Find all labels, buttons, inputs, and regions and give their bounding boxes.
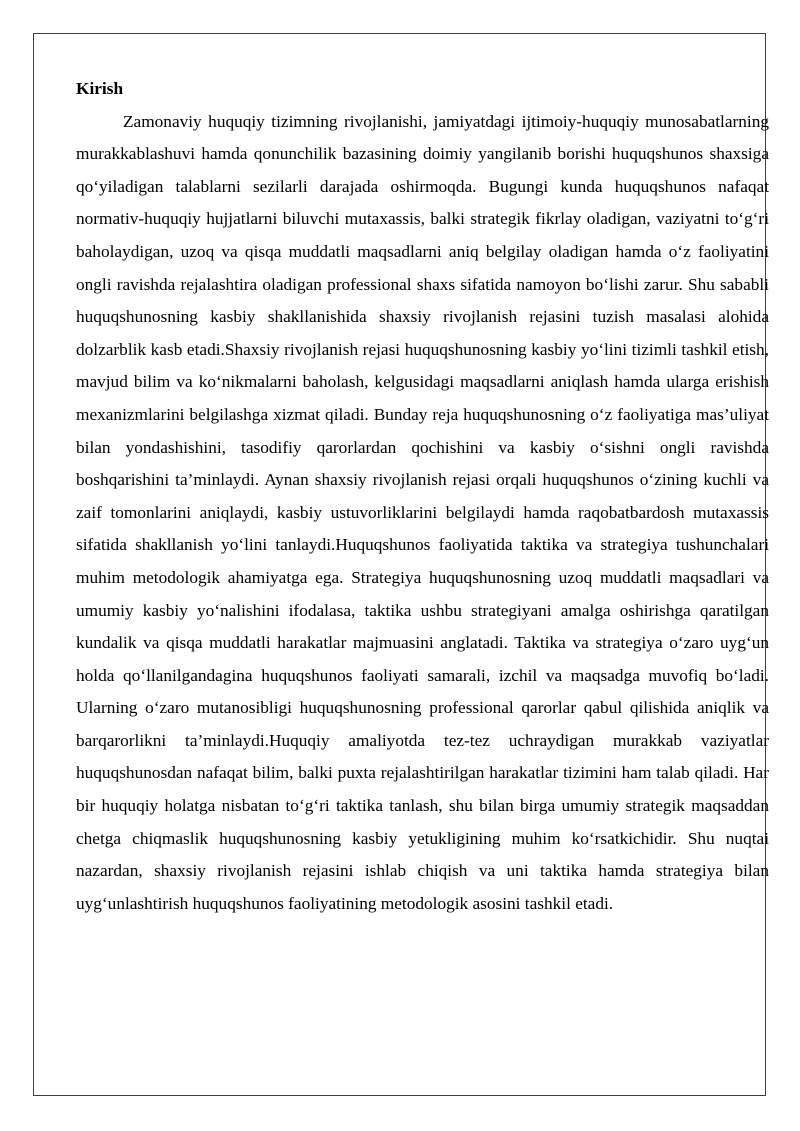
document-body — [76, 73, 769, 920]
section-heading: Kirish — [76, 79, 124, 98]
body-paragraph: Zamonaviy huquqiy tizimning rivojlanishi, jamiyatdagi ijtimoiy-huquqiy munosabatlarning murakkablashuvi hamda qonunchilik bazasining doimiy yangilanib borishi huquqshunos shaxsiga qo‘yiladigan talablarni sezilarli darajada oshirmoqda. Bugungi kunda huquqshunos nafaqat normativ-huquqiy hujjatlarni biluvchi mutaxassis, balki strategik fikrlay oladigan, vaziyatni to‘g‘ri baholaydigan, uzoq va qisqa muddatli maqsadlarni aniq belgilay oladigan hamda o‘z faoliyatini ongli ravishda rejalashtira oladigan professional shaxs sifatida namoyon bo‘lishi zarur. Shu sababli huquqshunosning kasbiy shakllanishida shaxsiy rivojlanish rejasini tuzish masalasi alohida dolzarblik kasb etadi.Shaxsiy rivojlanish rejasi huquqshunosning kasbiy yo‘lini tizimli tashkil etish, mavjud bilim va ko‘nikmalarni baholash, kelgusidagi maqsadlarni aniqlash hamda ularga erishish mexanizmlarini belgilashga xizmat qiladi. Bunday reja huquqshunosning o‘z faoliyatiga mas’uliyat bilan yondashishini, tasodifiy qarorlardan qochishini va kasbiy o‘sishni ongli ravishda boshqarishini ta’minlaydi. Aynan shaxsiy rivojlanish rejasi orqali huquqshunos o‘zining kuchli va zaif tomonlarini aniqlaydi, kasbiy ustuvorliklarini belgilaydi hamda raqobatbardosh mutaxassis sifatida shakllanish yo‘lini tanlaydi.Huquqshunos faoliyatida taktika va strategiya tushunchalari muhim metodologik ahamiyatga ega. Strategiya huquqshunosning uzoq muddatli maqsadlari va umumiy kasbiy yo‘nalishini ifodalasa, taktika ushbu strategiyani amalga oshirishga qaratilgan kundalik va qisqa muddatli harakatlar majmuasini anglatadi. Taktika va strategiya o‘zaro uyg‘un holda qo‘llanilgandagina huquqshunos faoliyati samarali, izchil va maqsadga muvofiq bo‘ladi. Ularning o‘zaro mutanosibligi huquqshunosning professional qarorlar qabul qilishida aniqlik va barqarorlikni ta’minlaydi.Huquqiy amaliyotda tez-tez uchraydigan murakkab vaziyatlar huquqshunosdan nafaqat bilim, balki puxta rejalashtirilgan harakatlar tizimini ham talab qiladi. Har bir huquqiy holatga nisbatan to‘g‘ri taktika tanlash, shu bilan birga umumiy strategik maqsaddan chetga chiqmaslik huquqshunosning kasbiy yetukligining muhim ko‘rsatkichidir. Shu nuqtai nazardan, shaxsiy rivojlanish rejasini ishlab chiqish va uni taktika hamda strategiya bilan uyg‘unlashtirish huquqshunos faoliyatining metodologik asosini tashkil etadi. — [76, 111, 769, 913]
